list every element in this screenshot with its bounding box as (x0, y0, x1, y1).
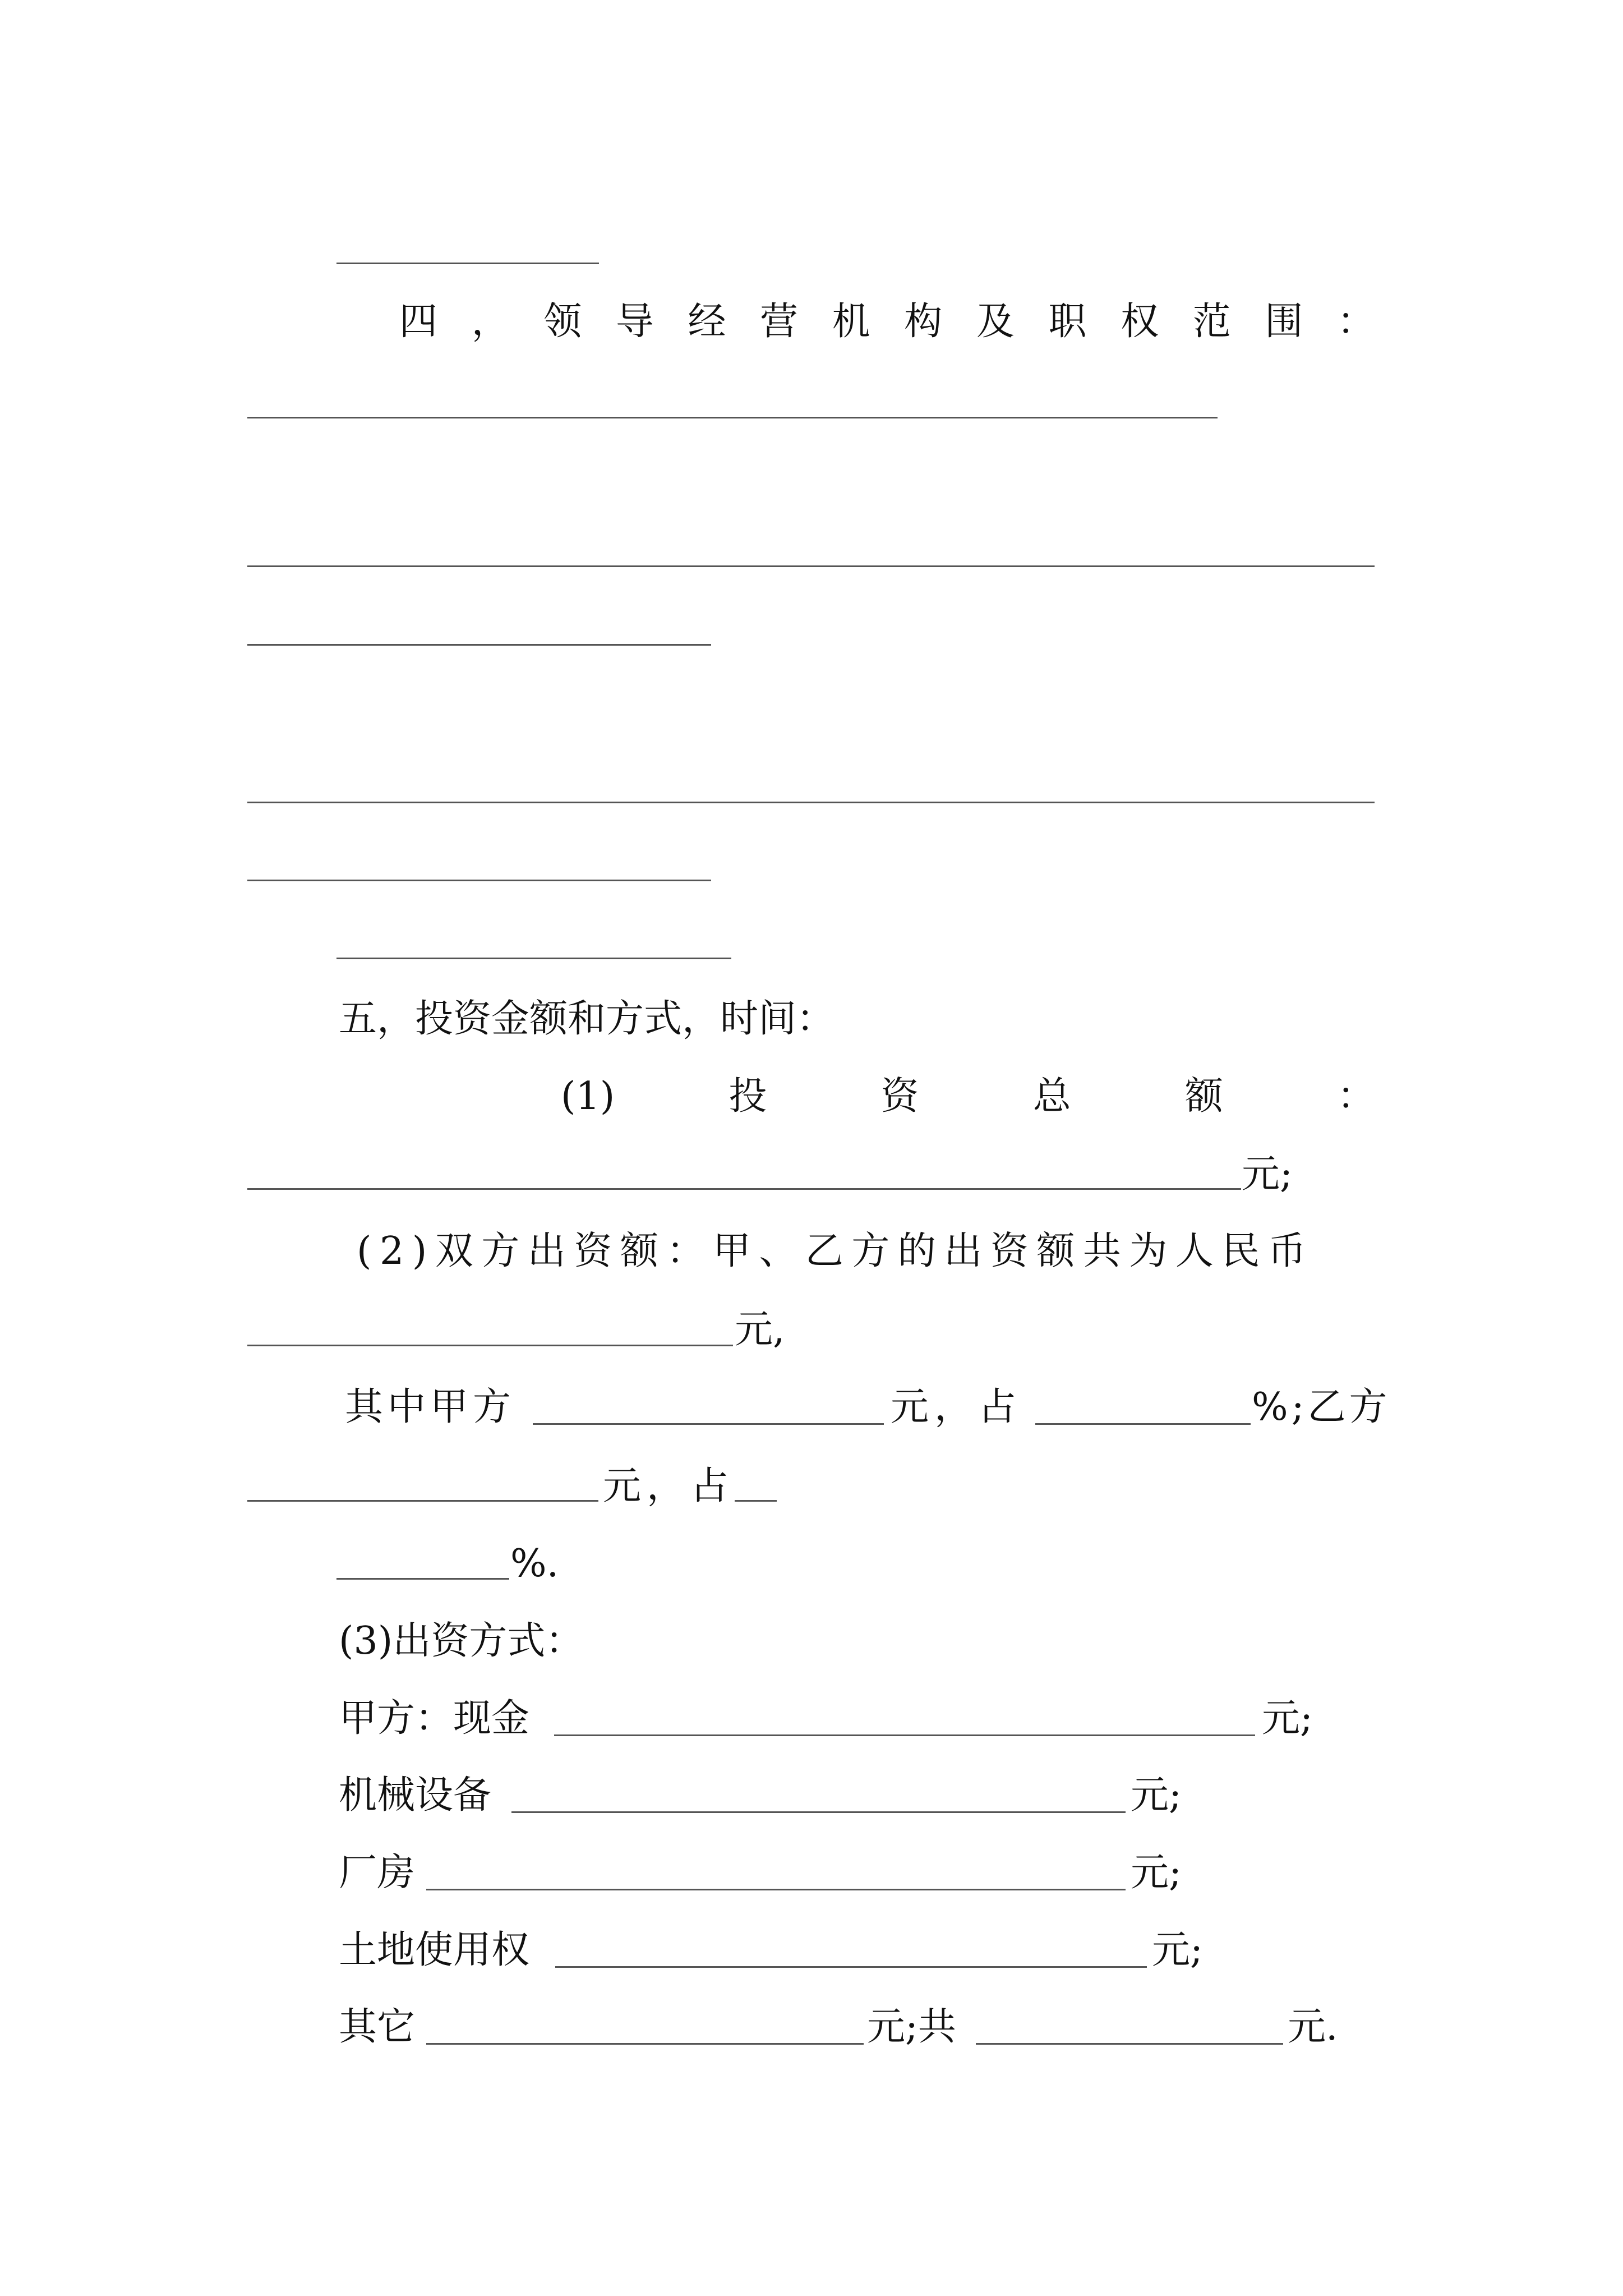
heading-char: 营 (760, 300, 799, 344)
heading-char: 范 (1192, 300, 1231, 344)
land-label: 土地使用权 (339, 1928, 530, 1972)
total-amount-field[interactable] (247, 1188, 1241, 1190)
machinery-amount-field[interactable] (511, 1811, 1126, 1813)
party-a-unit: 元，占 (891, 1385, 1022, 1429)
party-b-amount-field[interactable] (247, 1500, 598, 1502)
heading-char: 导 (615, 300, 654, 344)
contribution-total-unit: 元, (735, 1308, 785, 1352)
heading-char: 权 (1121, 300, 1159, 344)
other-unit: 元;共 (867, 2005, 956, 2049)
blank-line[interactable] (247, 880, 711, 881)
percent-end: %. (510, 1542, 559, 1586)
cash-label: 甲方：现金 (339, 1696, 530, 1741)
label-char: ： (1336, 1074, 1375, 1119)
machinery-label: 机械设备 (339, 1773, 492, 1818)
heading-char: ， (471, 300, 510, 344)
blank-line[interactable] (336, 958, 731, 959)
heading-char: ： (1336, 300, 1375, 344)
heading-char: 领 (543, 300, 582, 344)
plant-unit: 元; (1131, 1851, 1182, 1895)
heading-char: 四 (399, 300, 438, 344)
sum-amount-field[interactable] (976, 2043, 1283, 2045)
heading-char: 构 (904, 300, 943, 344)
label-char: 总 (1032, 1074, 1071, 1119)
party-b-label: %;乙方 (1252, 1385, 1391, 1429)
heading-char: 及 (976, 300, 1015, 344)
blank-line[interactable] (247, 565, 1375, 567)
plant-label: 厂房 (339, 1851, 416, 1895)
party-a-percent-field[interactable] (1035, 1423, 1251, 1425)
party-b-unit: 元，占 (603, 1464, 735, 1508)
section-5-heading: 五，投资金额和方式，时间： (339, 997, 835, 1041)
heading-char: 围 (1265, 300, 1303, 344)
heading-char: 经 (688, 300, 726, 344)
party-a-label: 其中甲方 (345, 1385, 516, 1429)
contribution-total-field[interactable] (247, 1345, 733, 1346)
party-b-percent-field-cont[interactable] (336, 1578, 509, 1580)
label-char: 额 (1184, 1074, 1223, 1119)
other-label: 其它 (339, 2005, 416, 2049)
plant-amount-field[interactable] (426, 1889, 1126, 1890)
heading-char: 机 (832, 300, 870, 344)
section-4-heading (399, 300, 1375, 344)
blank-line[interactable] (247, 802, 1375, 803)
contribution-text: (2)双方出资额：甲、乙方的出资额共为人民币 (357, 1229, 1315, 1273)
total-unit: 元; (1242, 1152, 1293, 1197)
party-a-amount-field[interactable] (533, 1423, 884, 1425)
label-char: 投 (728, 1074, 767, 1119)
label-char: 资 (880, 1074, 919, 1119)
machinery-unit: 元; (1131, 1773, 1182, 1818)
cash-amount-field[interactable] (554, 1734, 1255, 1736)
blank-line[interactable] (247, 417, 1218, 418)
total-investment-label (561, 1074, 1375, 1119)
land-amount-field[interactable] (555, 1966, 1147, 1968)
party-b-percent-field[interactable] (735, 1500, 777, 1502)
method-heading: (3)出资方式： (339, 1619, 584, 1663)
blank-line[interactable] (247, 644, 711, 646)
cash-unit: 元; (1262, 1696, 1313, 1741)
label-char: (1) (561, 1074, 615, 1119)
sum-unit: 元. (1288, 2005, 1338, 2049)
land-unit: 元; (1152, 1928, 1203, 1972)
heading-char: 职 (1048, 300, 1087, 344)
other-amount-field[interactable] (426, 2043, 864, 2045)
blank-line[interactable] (336, 263, 599, 264)
